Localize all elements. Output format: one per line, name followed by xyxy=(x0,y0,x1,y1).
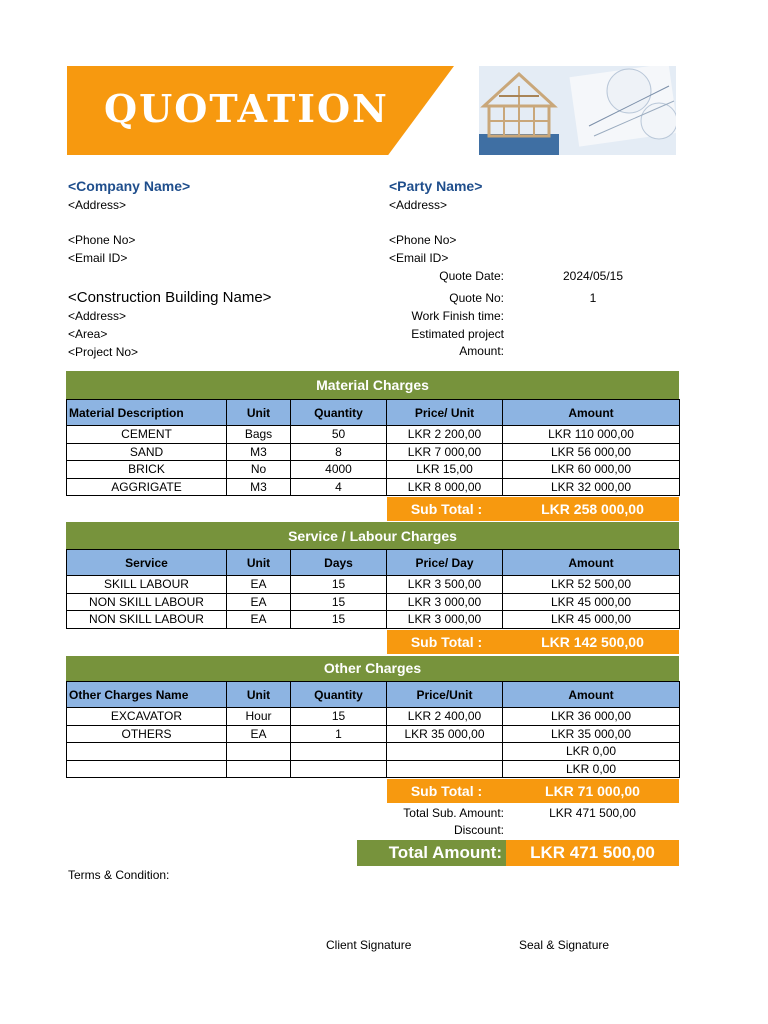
other-charges-header: Other Charges xyxy=(66,656,679,681)
estimated-amount-label-2: Amount: xyxy=(459,344,504,358)
subtotal-label: Sub Total : xyxy=(410,783,483,799)
table-cell: SAND xyxy=(67,443,227,461)
house-frame-illustration xyxy=(479,66,676,155)
table-cell xyxy=(227,743,291,761)
table-cell: AGGRIGATE xyxy=(67,478,227,496)
total-amount-value: LKR 471 500,00 xyxy=(506,840,679,866)
table-cell: LKR 45 000,00 xyxy=(503,611,680,629)
table-row xyxy=(67,593,680,611)
table-row xyxy=(67,725,680,743)
table-cell: 15 xyxy=(291,708,387,726)
service-subtotal xyxy=(387,630,679,654)
table-cell: LKR 45 000,00 xyxy=(503,593,680,611)
table-cell: EA xyxy=(227,611,291,629)
table-cell: SKILL LABOUR xyxy=(67,576,227,594)
quote-date-value: 2024/05/15 xyxy=(562,269,624,283)
company-email: <Email ID> xyxy=(68,251,128,265)
table-cell xyxy=(67,760,227,778)
material-charges-header: Material Charges xyxy=(66,371,679,399)
other-table xyxy=(66,681,680,778)
col-header: Quantity xyxy=(291,400,387,426)
table-cell xyxy=(387,743,503,761)
table-cell: No xyxy=(227,461,291,479)
party-phone: <Phone No> xyxy=(389,233,457,247)
table-cell: LKR 0,00 xyxy=(503,760,680,778)
table-cell: Hour xyxy=(227,708,291,726)
col-header: Other Charges Name xyxy=(67,682,227,708)
table-row xyxy=(67,426,680,444)
construction-image xyxy=(479,66,676,155)
col-header: Material Description xyxy=(67,400,227,426)
table-cell: NON SKILL LABOUR xyxy=(67,593,227,611)
col-header: Unit xyxy=(227,682,291,708)
estimated-amount-label: Estimated project xyxy=(411,327,504,341)
party-name: <Party Name> xyxy=(389,178,483,194)
table-cell xyxy=(387,760,503,778)
quote-date-label: Quote Date: xyxy=(439,269,504,283)
table-cell: CEMENT xyxy=(67,426,227,444)
table-row xyxy=(67,760,680,778)
table-cell: M3 xyxy=(227,478,291,496)
party-email: <Email ID> xyxy=(389,251,449,265)
total-sub-amount-label: Total Sub. Amount: xyxy=(403,806,504,820)
subtotal-label: Sub Total : xyxy=(410,634,483,650)
table-cell: 4 xyxy=(291,478,387,496)
table-cell: LKR 35 000,00 xyxy=(503,725,680,743)
table-row xyxy=(67,611,680,629)
table-cell: LKR 60 000,00 xyxy=(503,461,680,479)
building-project-no: <Project No> xyxy=(68,345,139,359)
table-cell: LKR 32 000,00 xyxy=(503,478,680,496)
table-cell: LKR 0,00 xyxy=(503,743,680,761)
table-cell xyxy=(227,760,291,778)
table-row xyxy=(67,708,680,726)
table-cell: 50 xyxy=(291,426,387,444)
table-cell: 15 xyxy=(291,611,387,629)
company-phone: <Phone No> xyxy=(68,233,136,247)
table-cell: LKR 2 400,00 xyxy=(387,708,503,726)
subtotal-value: LKR 258 000,00 xyxy=(541,501,644,517)
material-table xyxy=(66,399,680,496)
col-header: Amount xyxy=(503,682,680,708)
col-header: Price/ Unit xyxy=(387,400,503,426)
table-cell: 8 xyxy=(291,443,387,461)
table-row xyxy=(67,478,680,496)
table-cell: LKR 8 000,00 xyxy=(387,478,503,496)
terms-condition-label: Terms & Condition: xyxy=(68,868,170,882)
table-cell: LKR 35 000,00 xyxy=(387,725,503,743)
col-header: Unit xyxy=(227,550,291,576)
table-row xyxy=(67,743,680,761)
table-cell xyxy=(291,760,387,778)
table-cell: 4000 xyxy=(291,461,387,479)
col-header: Days xyxy=(291,550,387,576)
col-header: Quantity xyxy=(291,682,387,708)
building-address: <Address> xyxy=(68,309,127,323)
col-header: Amount xyxy=(503,400,680,426)
table-cell: NON SKILL LABOUR xyxy=(67,611,227,629)
company-name: <Company Name> xyxy=(68,178,191,194)
table-cell: LKR 2 200,00 xyxy=(387,426,503,444)
col-header: Service xyxy=(67,550,227,576)
building-name: <Construction Building Name> xyxy=(68,289,272,306)
quote-no-value: 1 xyxy=(589,291,597,305)
subtotal-value: LKR 142 500,00 xyxy=(541,634,644,650)
table-cell: LKR 110 000,00 xyxy=(503,426,680,444)
subtotal-value: LKR 71 000,00 xyxy=(545,783,640,799)
building-area: <Area> xyxy=(68,327,108,341)
table-cell: EXCAVATOR xyxy=(67,708,227,726)
table-cell: LKR 7 000,00 xyxy=(387,443,503,461)
seal-signature-label: Seal & Signature xyxy=(519,938,610,952)
client-signature-label: Client Signature xyxy=(326,938,412,952)
table-cell: LKR 3 000,00 xyxy=(387,611,503,629)
table-cell: 1 xyxy=(291,725,387,743)
col-header: Amount xyxy=(503,550,680,576)
service-charges-header: Service / Labour Charges xyxy=(66,522,679,550)
discount-label: Discount: xyxy=(453,823,504,837)
table-cell xyxy=(291,743,387,761)
table-cell: LKR 3 000,00 xyxy=(387,593,503,611)
table-row xyxy=(67,443,680,461)
table-cell: BRICK xyxy=(67,461,227,479)
col-header: Price/Unit xyxy=(387,682,503,708)
total-sub-amount-value: LKR 471 500,00 xyxy=(549,806,636,820)
table-cell: Bags xyxy=(227,426,291,444)
table-cell xyxy=(67,743,227,761)
table-cell: OTHERS xyxy=(67,725,227,743)
table-cell: LKR 3 500,00 xyxy=(387,576,503,594)
table-cell: 15 xyxy=(291,593,387,611)
table-cell: EA xyxy=(227,725,291,743)
total-amount-label: Total Amount: xyxy=(357,840,506,866)
col-header: Price/ Day xyxy=(387,550,503,576)
table-cell: EA xyxy=(227,593,291,611)
table-cell: 15 xyxy=(291,576,387,594)
work-finish-label: Work Finish time: xyxy=(411,309,504,323)
material-subtotal xyxy=(387,497,679,521)
subtotal-label: Sub Total : xyxy=(410,501,483,517)
col-header: Unit xyxy=(227,400,291,426)
service-table xyxy=(66,549,680,629)
table-row xyxy=(67,461,680,479)
table-cell: LKR 56 000,00 xyxy=(503,443,680,461)
table-cell: LKR 36 000,00 xyxy=(503,708,680,726)
party-address: <Address> xyxy=(389,198,448,212)
table-row xyxy=(67,576,680,594)
page-title: QUOTATION xyxy=(104,86,389,131)
quote-no-label: Quote No: xyxy=(449,291,504,305)
table-cell: M3 xyxy=(227,443,291,461)
table-cell: LKR 52 500,00 xyxy=(503,576,680,594)
other-subtotal xyxy=(387,779,679,803)
table-cell: LKR 15,00 xyxy=(387,461,503,479)
company-address: <Address> xyxy=(68,198,127,212)
table-cell: EA xyxy=(227,576,291,594)
